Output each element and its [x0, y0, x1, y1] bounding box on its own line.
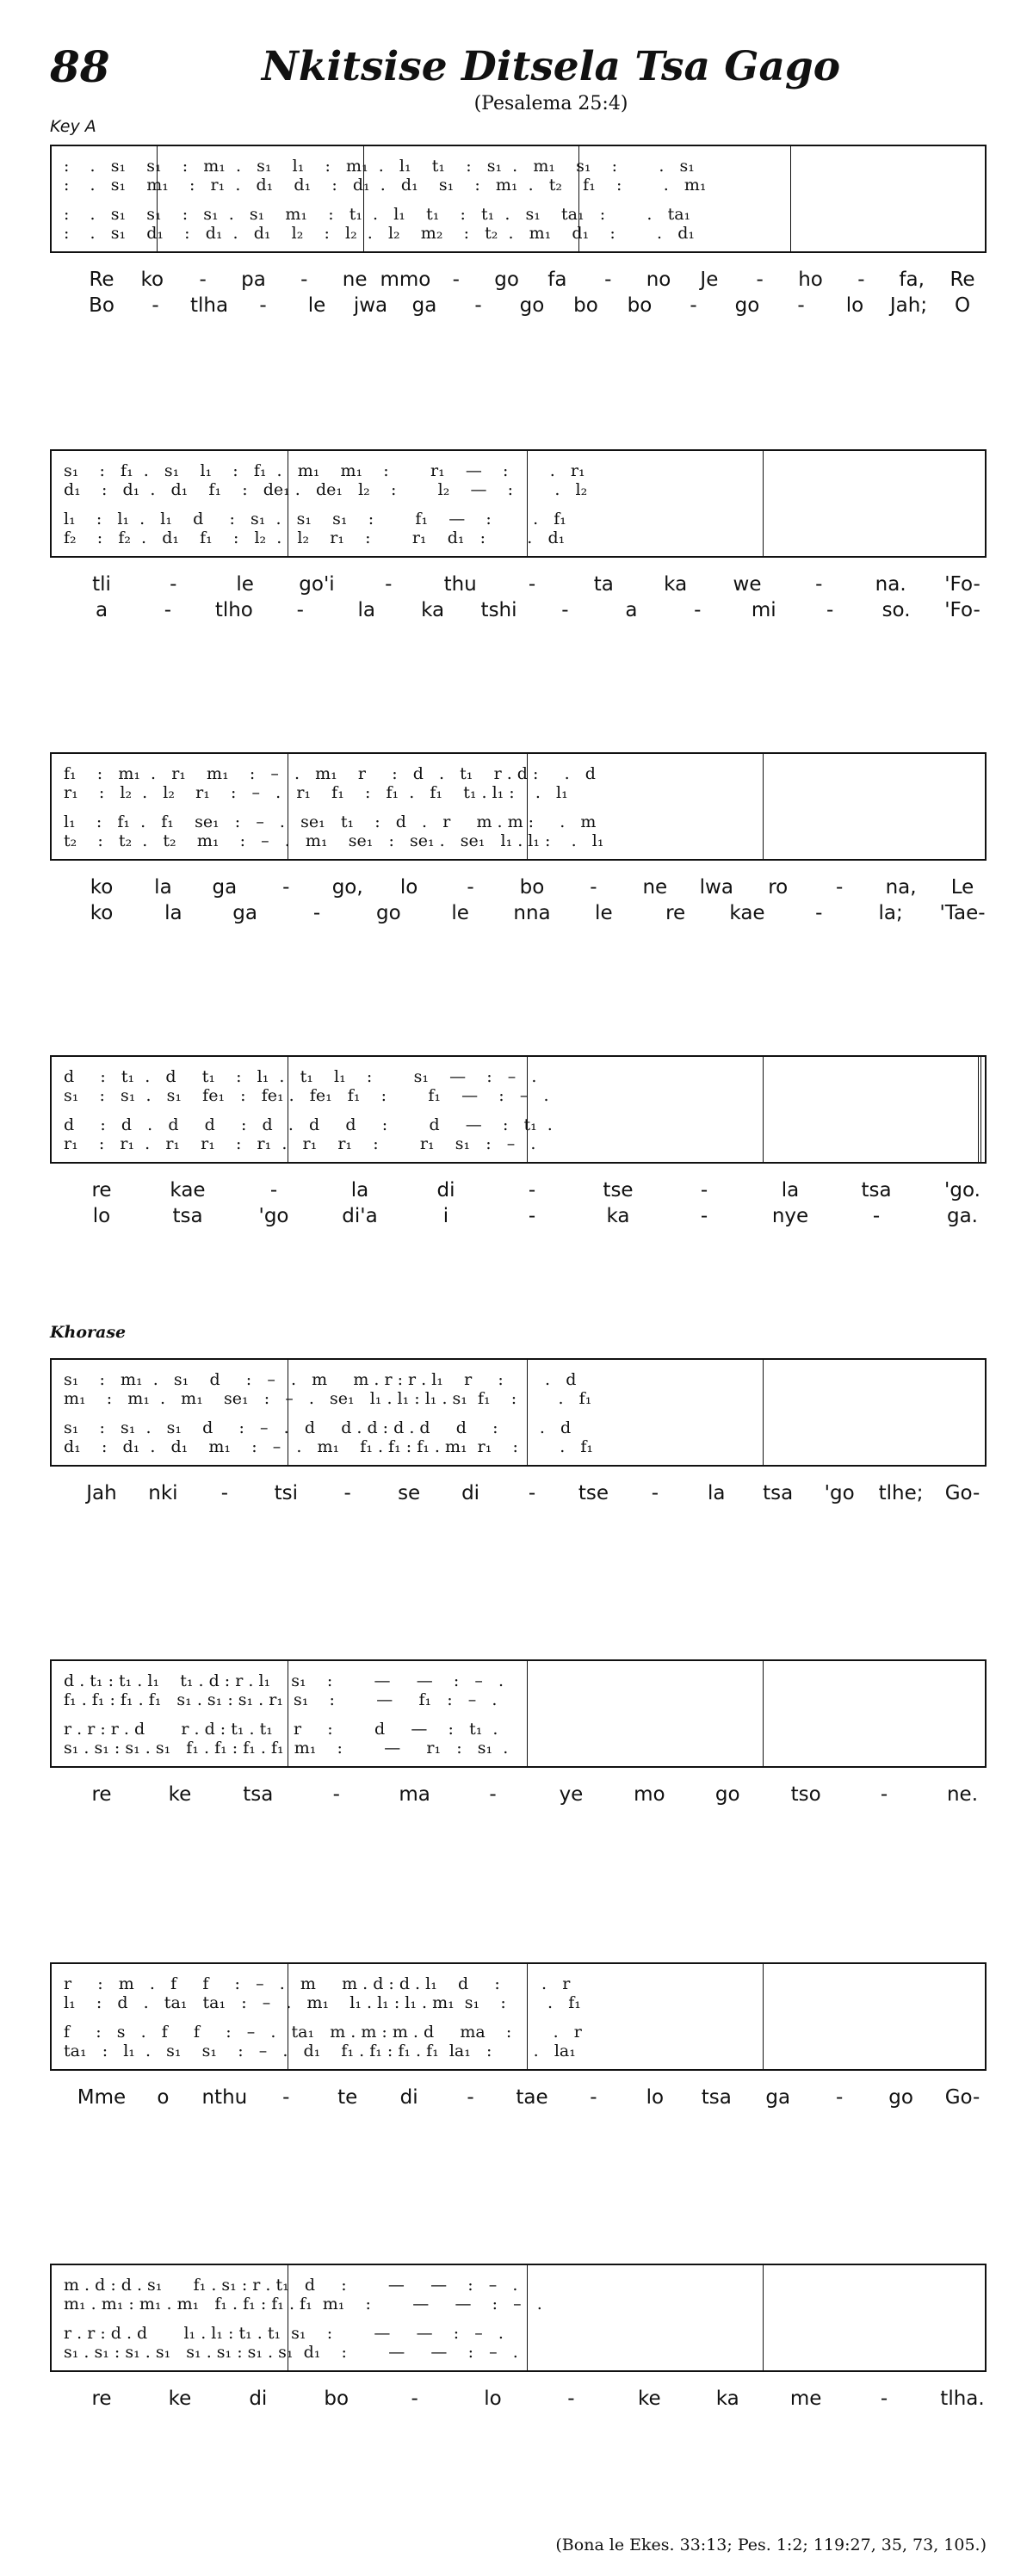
lyric-syllable: tsa — [861, 1179, 892, 1202]
lyric-syllable: - — [528, 573, 536, 596]
lyric-syllable: re — [91, 2388, 112, 2410]
lyric-syllable: ko — [140, 269, 164, 291]
lyric-syllable: na, — [885, 876, 917, 899]
notation-row: m₁ : m₁ . m₁ se₁ : – . se₁ l₁ . l₁ : l₁ . s₁ f₁ : . f₁ — [64, 1389, 592, 1408]
lyric-syllable: Re — [89, 269, 114, 291]
lyric-syllable: thu — [443, 573, 477, 596]
notation-row: s₁ : s₁ . s₁ d : – . d d . d : d . d d : . d — [64, 1418, 572, 1437]
notation-row: l₁ : f₁ . f₁ se₁ : – . se₁ t₁ : d . r m . m : . m — [64, 812, 597, 831]
lyric-syllable: ne — [642, 876, 668, 899]
lyric-syllable: kae — [170, 1179, 206, 1202]
lyric-syllable: re — [91, 1783, 112, 1806]
lyric-line — [50, 1783, 987, 1809]
notation-row: r . r : d . d l₁ . l₁ : t₁ . t₁ s₁ : — — : – . — [64, 2324, 504, 2343]
notation-row: m . d : d . s₁ f₁ . s₁ : r . t₁ d : — — : – . — [64, 2276, 518, 2295]
lyric-line — [50, 573, 987, 599]
lyric-syllable: tse — [603, 1179, 634, 1202]
lyric-syllable: no — [646, 269, 671, 291]
staff-system — [50, 1055, 987, 1164]
lyric-syllable: - — [857, 269, 865, 291]
lyric-syllable: nthu — [201, 2086, 248, 2109]
notation-row: s₁ . s₁ : s₁ . s₁ f₁ . f₁ : f₁ . f₁ m₁ : — r₁ : s₁ . — [64, 1739, 509, 1757]
notation-row: d₁ : d₁ . d₁ m₁ : – . m₁ f₁ . f₁ : f₁ . m₁ r₁ : . f₁ — [64, 1437, 594, 1456]
staff-system — [50, 2264, 987, 2372]
lyric-syllable: ke — [168, 2388, 192, 2410]
notation-row: m₁ . m₁ : m₁ . m₁ f₁ . f₁ : f₁ . f₁ m₁ : — — : – . — [64, 2295, 542, 2313]
lyric-syllable: - — [528, 1179, 536, 1202]
lyric-syllable: O — [954, 294, 971, 317]
lyric-line — [50, 1205, 987, 1231]
lyric-syllable: - — [756, 269, 764, 291]
notation-row: ta₁ : l₁ . s₁ s₁ : – . d₁ f₁ . f₁ : f₁ . f₁ la₁ : . la₁ — [64, 2042, 576, 2060]
notation-row: d₁ : d₁ . d₁ f₁ : de₁ . de₁ l₂ : l₂ — : . l₂ — [64, 480, 588, 499]
lyric-syllable: Go- — [944, 1482, 980, 1504]
lyric-syllable: Bo — [89, 294, 114, 317]
lyric-syllable: Jah; — [889, 294, 928, 317]
lyric-syllable: tsa — [701, 2086, 732, 2109]
lyric-syllable: me — [789, 2388, 822, 2410]
lyric-syllable: re — [91, 1179, 112, 1202]
lyric-syllable: di — [436, 1179, 455, 1202]
staff-system — [50, 1358, 987, 1467]
lyric-syllable: la — [357, 599, 375, 621]
lyric-syllable: go — [494, 269, 519, 291]
lyric-syllable: di — [249, 2388, 268, 2410]
lyric-syllable: tlhe; — [878, 1482, 924, 1504]
lyric-syllable: we — [733, 573, 762, 596]
notation-row: s₁ : m₁ . s₁ d : – . m m . r : r . l₁ r : . d — [64, 1370, 577, 1389]
lyric-syllable: - — [700, 1205, 708, 1227]
lyric-syllable: - — [528, 1205, 536, 1227]
lyric-syllable: 'Fo- — [944, 599, 980, 621]
lyric-syllable: la — [154, 876, 172, 899]
lyric-syllable: tsa — [172, 1205, 203, 1227]
lyric-syllable: ka — [421, 599, 445, 621]
lyric-syllable: lo — [399, 876, 418, 899]
key-signature: Key A — [50, 117, 96, 136]
lyric-line — [50, 1179, 987, 1205]
lyric-line — [50, 2388, 987, 2413]
lyric-syllable: - — [797, 294, 805, 317]
lyric-syllable: - — [489, 1783, 497, 1806]
notation-row: d : d . d d : d . d d : d — : t₁ . — [64, 1115, 553, 1134]
lyric-syllable: ka — [715, 2388, 739, 2410]
lyric-syllable: - — [528, 1482, 536, 1504]
lyric-syllable: - — [467, 876, 474, 899]
notation-row: f₁ : m₁ . r₁ m₁ : – . m₁ r : d . t₁ r . d : . d — [64, 764, 596, 783]
notation-row: : . s₁ d₁ : d₁ . d₁ l₂ : l₂ . l₂ m₂ : t₂ . m₁ d₁ : . d₁ — [64, 224, 695, 243]
lyric-syllable: go'i — [299, 573, 335, 596]
notation-row: : . s₁ s₁ : m₁ . s₁ l₁ : m₁ . l₁ t₁ : s₁ . m₁ s₁ : . s₁ — [64, 157, 695, 176]
lyric-syllable: a — [95, 599, 108, 621]
lyric-syllable: bo — [573, 294, 598, 317]
lyric-syllable: o — [157, 2086, 170, 2109]
lyric-syllable: - — [199, 269, 207, 291]
lyric-syllable: le — [451, 902, 469, 924]
notation-row: f : s . f f : – . ta₁ m . m : m . d ma : . r — [64, 2023, 582, 2042]
lyric-line — [50, 294, 987, 320]
lyric-syllable: kae — [729, 902, 765, 924]
staff-system — [50, 145, 987, 253]
lyric-syllable: ta — [593, 573, 614, 596]
notation-row: r . r : r . d r . d : t₁ . t₁ r : d — : t₁ . — [64, 1720, 498, 1739]
notation-row: r₁ : r₁ . r₁ r₁ : r₁ . r₁ r₁ : r₁ s₁ : – . — [64, 1134, 536, 1153]
notation-row: : . s₁ s₁ : s₁ . s₁ m₁ : t₁ . l₁ t₁ : t₁ . s₁ ta₁ : . ta₁ — [64, 205, 691, 224]
lyric-syllable: bo — [627, 294, 653, 317]
lyric-syllable: - — [880, 1783, 888, 1806]
lyric-syllable: la — [350, 1179, 369, 1202]
lyric-syllable: - — [561, 599, 569, 621]
notation-row: t₂ : t₂ . t₂ m₁ : – . m₁ se₁ : se₁ . se₁ l₁ . l₁ : . l₁ — [64, 831, 604, 850]
lyric-syllable: mi — [751, 599, 776, 621]
lyric-syllable: tsa — [763, 1482, 794, 1504]
notation-row: l₁ : l₁ . l₁ d : s₁ . s₁ s₁ : f₁ — : . f₁ — [64, 510, 566, 528]
lyric-syllable: ga — [765, 2086, 791, 2109]
lyric-syllable: nye — [771, 1205, 809, 1227]
lyric-syllable: - — [835, 876, 844, 899]
lyric-syllable: ye — [559, 1783, 584, 1806]
lyric-syllable: ka — [664, 573, 688, 596]
lyric-line — [50, 902, 987, 928]
lyric-syllable: 'go. — [944, 1179, 980, 1202]
lyric-syllable: ke — [168, 1783, 192, 1806]
lyric-syllable: tlha. — [940, 2388, 985, 2410]
lyric-syllable: ga. — [946, 1205, 979, 1227]
lyric-syllable: - — [690, 294, 697, 317]
lyric-syllable: tae — [516, 2086, 548, 2109]
lyric-syllable: - — [835, 2086, 844, 2109]
lyric-syllable: ko — [90, 876, 114, 899]
lyric-syllable: - — [826, 599, 834, 621]
lyric-syllable: na. — [875, 573, 906, 596]
lyric-syllable: go — [888, 2086, 913, 2109]
hymn-title: Nkitsise Ditsela Tsa Gago — [261, 43, 841, 90]
lyric-syllable: Je — [700, 269, 719, 291]
lyric-syllable: di — [399, 2086, 418, 2109]
lyric-syllable: - — [700, 1179, 708, 1202]
lyric-syllable: nki — [148, 1482, 178, 1504]
lyric-syllable: bo — [324, 2388, 349, 2410]
lyric-syllable: ne. — [946, 1783, 979, 1806]
lyric-syllable: tli — [92, 573, 111, 596]
lyric-syllable: go — [375, 902, 401, 924]
lyric-syllable: - — [590, 876, 597, 899]
lyric-syllable: 'go — [258, 1205, 289, 1227]
notation-row: s₁ : s₁ . s₁ fe₁ : fe₁ . fe₁ f₁ : f₁ — : – . — [64, 1086, 549, 1105]
lyric-syllable: ho — [798, 269, 823, 291]
lyric-syllable: Go- — [944, 2086, 980, 2109]
lyric-syllable: la — [708, 1482, 726, 1504]
lyric-syllable: le — [307, 294, 326, 317]
lyric-line — [50, 2086, 987, 2112]
lyric-syllable: 'go — [824, 1482, 855, 1504]
lyric-syllable: ko — [90, 902, 114, 924]
lyric-syllable: 'Fo- — [944, 573, 980, 596]
notation-row: r : m . f f : – . m m . d : d . l₁ d : . r — [64, 1974, 571, 1993]
lyric-syllable: Mme — [77, 2086, 127, 2109]
lyric-syllable: go — [519, 294, 545, 317]
notation-row: l₁ : d . ta₁ ta₁ : – . m₁ l₁ . l₁ : l₁ . m₁ s₁ : . f₁ — [64, 1993, 581, 2012]
chorus-label: Khorase — [50, 1323, 127, 1342]
lyric-syllable: - — [474, 294, 482, 317]
lyric-syllable: lo — [845, 294, 864, 317]
lyric-syllable: - — [385, 573, 393, 596]
lyric-syllable: - — [452, 269, 460, 291]
lyric-syllable: lwa — [699, 876, 733, 899]
lyric-syllable: - — [343, 1482, 351, 1504]
lyric-syllable: - — [170, 573, 177, 596]
lyric-syllable: ke — [638, 2388, 661, 2410]
notation-row: s₁ : f₁ . s₁ l₁ : f₁ . m₁ m₁ : r₁ — : . r₁ — [64, 461, 585, 480]
lyric-syllable: mmo — [380, 269, 431, 291]
lyric-syllable: go — [734, 294, 760, 317]
lyric-syllable: - — [411, 2388, 418, 2410]
lyric-line — [50, 599, 987, 625]
notation-row: d . t₁ : t₁ . l₁ t₁ . d : r . l₁ s₁ : — — : – . — [64, 1671, 504, 1690]
lyric-syllable: lo — [484, 2388, 502, 2410]
lyric-syllable: di'a — [342, 1205, 378, 1227]
lyric-syllable: - — [269, 1179, 278, 1202]
lyric-syllable: tsi — [274, 1482, 298, 1504]
lyric-syllable: i — [442, 1205, 449, 1227]
lyric-syllable: tlha — [189, 294, 229, 317]
lyric-syllable: la — [164, 902, 182, 924]
lyric-syllable: - — [815, 902, 823, 924]
lyric-syllable: le — [236, 573, 254, 596]
lyric-line — [50, 876, 987, 902]
lyric-syllable: nna — [513, 902, 551, 924]
lyric-syllable: so. — [881, 599, 911, 621]
lyric-syllable: re — [665, 902, 686, 924]
lyric-syllable: - — [815, 573, 823, 596]
lyric-syllable: - — [259, 294, 267, 317]
lyric-syllable: - — [467, 2086, 474, 2109]
lyric-syllable: ga — [232, 902, 258, 924]
notation-row: s₁ . s₁ : s₁ . s₁ s₁ . s₁ : s₁ . s₁ d₁ : — — : – . — [64, 2343, 518, 2362]
notation-row: r₁ : l₂ . l₂ r₁ : – . r₁ f₁ : f₁ . f₁ t₁ . l₁ : . l₁ — [64, 783, 568, 802]
lyric-syllable: - — [282, 876, 290, 899]
notation-row: f₂ : f₂ . d₁ f₁ : l₂ . l₂ r₁ : r₁ d₁ : . d₁ — [64, 528, 566, 547]
lyric-syllable: la; — [878, 902, 903, 924]
staff-system — [50, 1659, 987, 1768]
footer-reference: (Bona le Ekes. 33:13; Pes. 1:2; 119:27, 35, 73, 105.) — [555, 2536, 987, 2554]
lyric-syllable: go, — [331, 876, 363, 899]
lyric-syllable: jwa — [353, 294, 388, 317]
notation-row: d : t₁ . d t₁ : l₁ . t₁ l₁ : s₁ — : – . — [64, 1067, 537, 1086]
hymn-number: 88 — [50, 41, 110, 92]
lyric-syllable: le — [595, 902, 613, 924]
notation-row: : . s₁ m₁ : r₁ . d₁ d₁ : d₁ . d₁ s₁ : m₁ . t₂ f₁ : . m₁ — [64, 176, 707, 195]
lyric-syllable: - — [296, 599, 304, 621]
lyric-syllable: - — [300, 269, 308, 291]
lyric-syllable: Jah — [86, 1482, 117, 1504]
lyric-syllable: - — [590, 2086, 597, 2109]
lyric-syllable: se — [398, 1482, 421, 1504]
notation-row: f₁ . f₁ : f₁ . f₁ s₁ . s₁ : s₁ . r₁ s₁ : — f₁ : – . — [64, 1690, 498, 1709]
lyric-syllable: ro — [768, 876, 789, 899]
lyric-syllable: - — [152, 294, 159, 317]
lyric-syllable: pa — [241, 269, 266, 291]
lyric-syllable: Re — [949, 269, 975, 291]
lyric-line — [50, 269, 987, 294]
lyric-syllable: - — [312, 902, 321, 924]
lyric-syllable: lo — [646, 2086, 665, 2109]
lyric-syllable: go — [714, 1783, 740, 1806]
lyric-syllable: - — [880, 2388, 888, 2410]
lyric-syllable: ne — [342, 269, 368, 291]
lyric-syllable: - — [694, 599, 702, 621]
lyric-syllable: - — [872, 1205, 881, 1227]
lyric-syllable: ka — [606, 1205, 630, 1227]
lyric-syllable: lo — [92, 1205, 111, 1227]
lyric-syllable: te — [337, 2086, 358, 2109]
lyric-syllable: fa, — [899, 269, 925, 291]
lyric-line — [50, 1482, 987, 1508]
lyric-syllable: - — [220, 1482, 228, 1504]
scripture-subtitle: (Pesalema 25:4) — [473, 93, 628, 114]
staff-system — [50, 1962, 987, 2071]
lyric-syllable: - — [651, 1482, 659, 1504]
lyric-syllable: di — [461, 1482, 480, 1504]
lyric-syllable: tso — [790, 1783, 821, 1806]
staff-system — [50, 449, 987, 558]
lyric-syllable: 'Tae- — [939, 902, 986, 924]
lyric-syllable: - — [332, 1783, 340, 1806]
lyric-syllable: a — [625, 599, 638, 621]
lyric-syllable: - — [567, 2388, 575, 2410]
lyric-syllable: ma — [399, 1783, 430, 1806]
lyric-syllable: ga — [212, 876, 238, 899]
lyric-syllable: tlho — [214, 599, 253, 621]
lyric-syllable: ga — [411, 294, 437, 317]
lyric-syllable: - — [282, 2086, 290, 2109]
lyric-syllable: - — [164, 599, 172, 621]
lyric-syllable: tshi — [480, 599, 517, 621]
lyric-syllable: bo — [519, 876, 545, 899]
lyric-syllable: la — [781, 1179, 800, 1202]
lyric-syllable: Le — [950, 876, 974, 899]
staff-system — [50, 752, 987, 861]
lyric-syllable: fa — [547, 269, 567, 291]
lyric-syllable: - — [604, 269, 612, 291]
lyric-syllable: tsa — [243, 1783, 274, 1806]
lyric-syllable: tse — [578, 1482, 609, 1504]
lyric-syllable: mo — [634, 1783, 665, 1806]
